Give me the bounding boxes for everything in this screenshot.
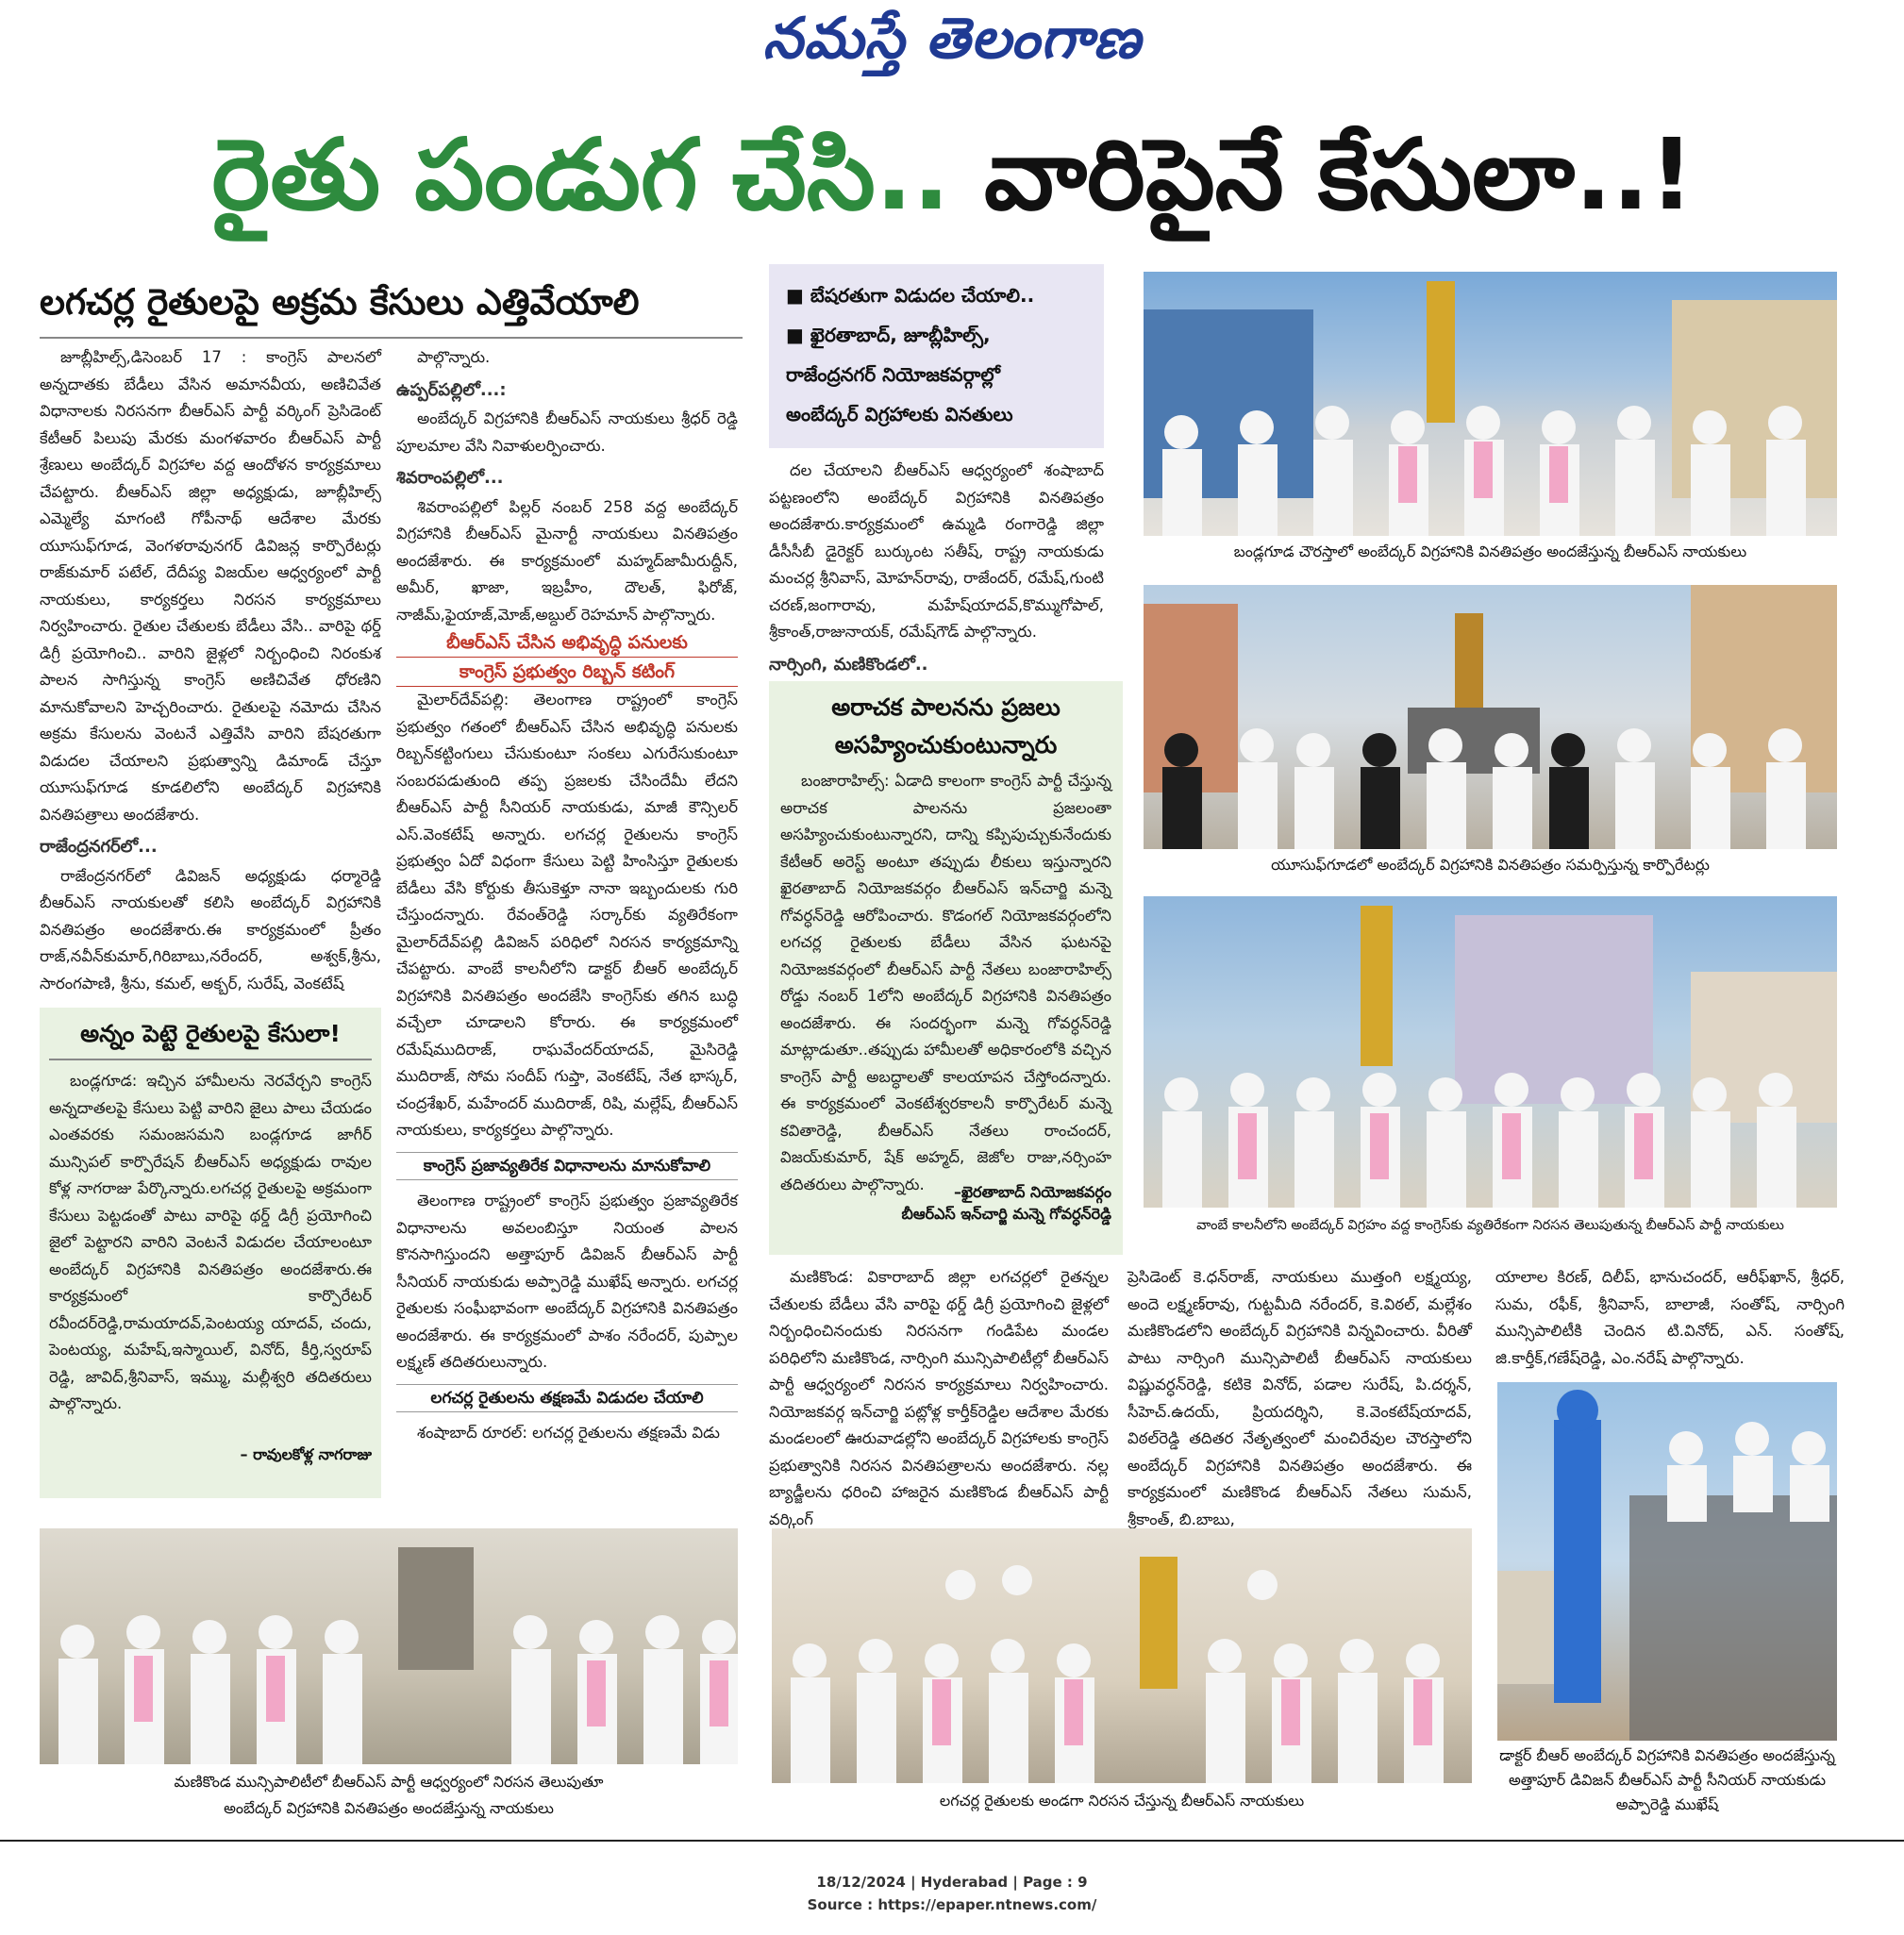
- photo-caption: లగచర్ల రైతులకు అండగా నిరసన చేస్తున్న బీఆర్ఎస్ నాయకులు: [939, 1792, 1305, 1810]
- article-column-5: [1127, 1264, 1472, 1528]
- article-column-4: [769, 1264, 1109, 1528]
- headline-part2: వారిపైనే కేసులా..!: [984, 117, 1695, 232]
- protest-crowd-image: [1144, 272, 1837, 536]
- paragraph: అంబేద్కర్ విగ్రహానికి బీఆర్ఎస్ నాయకులు శ్రీధర్ రెడ్డి పూలమాల వేసి నివాళులర్పించారు.: [396, 409, 738, 455]
- paragraph: శంషాబాద్ రూరల్: లగచర్ల రైతులను తక్షణమే విడు: [417, 1424, 721, 1442]
- article-column-2: [396, 344, 738, 1495]
- byline: –ఖైరతాబాద్ నియోజకవర్గం: [953, 1183, 1111, 1201]
- paragraph: శివరాంపల్లిలో పిల్లర్ నంబర్ 258 వద్ద అంబేద్కర్ విగ్రహానికి బీఆర్ఎస్ మైనార్టీ నాయకులు వినతిపత్రం అందజేశారు. ఈ కార్యక్రమంలో మహ్మద్‌జామీరుద్దీన్, అమీర్, ఖాజా, ఇబ్రహీం, దౌలత్, ఫిరోజ్, నాజీమ్,ఫైయాజ్,మోజ్,అబ్దుల్ రెహమాన్ పాల్గొన్నారు.: [396, 497, 738, 624]
- red-subhead: బీఆర్ఎస్ చేసిన అభివృద్ధి పనులకు: [396, 628, 738, 658]
- photo-protest-lagacherla-support: [772, 1528, 1472, 1783]
- paragraph: దల చేయాలని బీఆర్ఎస్ ఆధ్వర్యంలో శంషాబాద్ పట్టణంలోని అంబేద్కర్ విగ్రహానికి వినతిపత్రం అందజేశారు.కార్యక్రమంలో ఉమ్మడి రంగారెడ్డి జిల్లా డీసీసీబీ డైరెక్టర్ బుర్కుంట సతీష్, రాష్ట్ర నాయకుడు మంచర్ల శ్రీనివాస్, మోహన్‌రావు, రాజేందర్, రమేష్,గుంటి చరణ్,జంగారావు, మహేష్‌యాదవ్,కొమ్ముగోపాల్, శ్రీకాంత్,రాజునాయక్, రమేష్‌గౌడ్ పాల్గొన్నారు.: [769, 461, 1104, 641]
- photo-caption: వాంబే కాలనీలోని అంబేద్కర్ విగ్రహం వద్ద కాంగ్రెస్‌కు వ్యతిరేకంగా నిరసన తెలుపుతున్న బీఆర్ఎస్ పార్టీ నాయకులు: [1196, 1218, 1784, 1233]
- sidebar-box-green: [40, 1008, 381, 1498]
- divider: [40, 337, 743, 339]
- paragraph: బండ్లగూడ: ఇచ్చిన హామీలను నెరవేర్చని కాంగ్రెస్ అన్నదాతలపై కేసులు పెట్టి వారిని జైలు పాలు చేయడం ఎంతవరకు సమంజసమని బండ్లగూడ జాగీర్ మున్సిపల్ కార్పొరేషన్ బీఆర్ఎస్ అధ్యక్షుడు రావుల కోళ్ల నాగరాజు పేర్కొన్నారు.లగచర్ల రైతులపై అక్రమంగా కేసులు పెట్టడంతో పాటు వారిపై థర్డ్ డిగ్రీ ప్రయోగించి జైలో పెట్టారని వారిని వెంటనే విడుదల చేయాలంటూ అంబేద్కర్ విగ్రహానికి వినతిపత్రం అందజేశారు.ఈ కార్యక్రమంలో కార్పొరేటర్ రవీందర్‌రెడ్డి,రామయాదవ్,పెంటయ్య యాదవ్, చందు, పెంటయ్య, మహేష్,ఇస్మాయిల్, వినోద్, కీర్తి,స్వరూప్ రెడ్డి, జావిద్,శ్రీనివాస్, ఇమ్ము, మల్లీశ్వరి తదితరులు పాల్గొన్నారు.: [49, 1072, 372, 1412]
- photo-protest-bandlaguda: [1144, 272, 1837, 536]
- paragraph: తెలంగాణ రాష్ట్రంలో కాంగ్రెస్ ప్రభుత్వం ప్రజావ్యతిరేక విధానాలను అవలంబిస్తూ నియంత పాలన కొనసాగిస్తుందని అత్తాపూర్ డివిజన్ బీఆర్ఎస్ పార్టీ సీనియర్ నాయకుడు అప్పారెడ్డి ముఖేష్ అన్నారు. లగచర్ల రైతులకు సంఘీభావంగా అంబేద్కర్ విగ్రహానికి వినతిపత్రం అందజేశారు. ఈ కార్యక్రమంలో పాశం నరేందర్, పుప్పాల లక్ష్మణ్ తదితరులున్నారు.: [396, 1192, 738, 1371]
- highlight-item: ■ బేషరతుగా విడుదల చేయాలి..: [786, 284, 1035, 307]
- paragraph: బంజారాహిల్స్: ఏడాది కాలంగా కాంగ్రెస్ పార్టీ చేస్తున్న అరాచక పాలనను ప్రజలంతా అసహ్యించుకుంటున్నారని, దాన్ని కప్పిపుచ్చుకునేందుకు కేటీఆర్ అరెస్ట్ అంటూ తప్పుడు లీకులు ఇస్తున్నారని ఖైరతాబాద్ నియోజకవర్గం బీఆర్ఎస్ ఇన్‌చార్జి మన్నె గోవర్ధన్‌రెడ్డి ఆరోపించారు. కొడంగల్ నియోజకవర్గంలోని లగచర్ల రైతులకు బేడీలు వేసిన ఘటనపై నియోజకవర్గంలో బీఆర్ఎస్ పార్టీ నేతలు బంజారాహిల్స్ రోడ్డు నంబర్ 1లోని అంబేద్కర్ విగ్రహానికి వినతిపత్రం అందజేశారు. ఈ సందర్భంగా మన్నె గోవర్ధన్‌రెడ్డి మాట్లాడుతూ..తప్పుడు హామీలతో అధికారంలోకి వచ్చిన కాంగ్రెస్ పార్టీ అబద్ధాలతో కాలయాపన చేస్తోందన్నారు. ఈ కార్యక్రమంలో వెంకటేశ్వరకాలనీ కార్పొరేటర్ మన్నె కవితారెడ్డి, బీఆర్ఎస్ నేతలు రాంచందర్, విజయ్‌కుమార్, షేక్ అహ్మద్, జెజోల రాజు,నర్సింహ తదితరులు పాల్గొన్నారు.: [780, 772, 1111, 1193]
- highlight-item: ■ ఖైరతాబాద్, జూబ్లీహిల్స్,: [786, 324, 991, 346]
- headline: [38, 104, 1868, 245]
- box-title: అసహ్యించుకుంటున్నారు: [834, 731, 1058, 759]
- article-column-6: [1495, 1264, 1845, 1377]
- photo-ambedkar-statue-attapur: [1497, 1382, 1837, 1741]
- paragraph: యాలాల కిరణ్, దిలీప్, భానుచందర్, ఆరీఫ్‌ఖాన్, శ్రీధర్, సుమ, రఫీక్, శ్రీనివాస్, బాలాజీ, సంతోష్, నార్సింగి మున్సిపాలిటీకి చెందిన టి.వినోద్, ఎన్. సంతోష్, జి.కార్తీక్,గణేష్‌రెడ్డి, ఎం.నరేష్ పాల్గొన్నారు.: [1495, 1268, 1845, 1367]
- red-subhead: కాంగ్రెస్ ప్రభుత్వం రిబ్బన్ కటింగ్: [396, 658, 738, 687]
- paragraph: మణికొండ: వికారాబాద్ జిల్లా లగచర్లలో రైతన్నల చేతులకు బేడీలు వేసి వారిపై థర్డ్ డిగ్రీ ప్రయోగించి జైళ్లలో నిర్బంధించినందుకు నిరసనగా గండిపేట మండల పరిధిలోని మణికొండ, నార్సింగి మున్సిపాలిటీల్లో బీఆర్ఎస్ పార్టీ ఆధ్వర్యంలో నిరసన కార్యక్రమాలు నిర్వహించారు. నియోజకవర్గ ఇన్‌చార్జి పట్లోళ్ల కార్తీక్‌రెడ్డిల ఆదేశాల మేరకు మండలంలో ఊరువాడల్లోని అంబేద్కర్ విగ్రహాలకు కాంగ్రెస్ ప్రభుత్వానికి నిరసన వినతిపత్రాలను అందజేశారు. నల్ల బ్యాడ్జీలను ధరించి హాజరైన మణికొండ బీఆర్ఎస్ పార్టీ వర్కింగ్: [769, 1268, 1109, 1528]
- protest-crowd-image: [772, 1528, 1472, 1783]
- section-heading: కాంగ్రెస్ ప్రజావ్యతిరేక విధానాలను మానుకోవాలి: [396, 1152, 738, 1181]
- photo-caption: బండ్లగూడ చౌరస్తాలో అంబేద్కర్ విగ్రహానికి వినతిపత్రం అందజేస్తున్న బీఆర్ఎస్ నాయకులు: [1233, 542, 1747, 560]
- photo-caption: అంబేద్కర్ విగ్రహానికి వినతిపత్రం అందజేస్తున్న నాయకులు: [224, 1799, 554, 1817]
- article-column-1: [40, 344, 381, 1005]
- protest-crowd-image: [40, 1528, 738, 1764]
- paragraph: పాల్గొన్నారు.: [417, 348, 491, 366]
- section-heading: నార్సింగి, మణికొండలో..: [769, 654, 928, 675]
- paragraph: మైలార్‌దేవ్‌పల్లి: తెలంగాణ రాష్ట్రంలో కాంగ్రెస్ ప్రభుత్వం గతంలో బీఆర్ఎస్ చేసిన అభివృద్ధి పనులకు రిబ్బన్‌కట్టింగులు చేసుకుంటూ సంకలు ఎగురేసుకుంటూ సంబరపడుతుంది తప్ప ప్రజలకు చేసిందేమీ లేదని బీఆర్ఎస్ పార్టీ సీనియర్ నాయకుడు, మాజీ కౌన్సిలర్ ఎస్.వెంకటేష్ అన్నారు. లగచర్ల రైతులను కాంగ్రెస్ ప్రభుత్వం ఏదో విధంగా కేసులు పెట్టి హింసిస్తూ రైతులకు బేడీలు వేసి కోర్టుకు తీసుకెళ్తూ నానా ఇబ్బందులకు గురి చేస్తుందన్నారు. రేవంత్‌రెడ్డి సర్కార్‌కు వ్యతిరేకంగా మైలార్‌దేవ్‌పల్లి డివిజన్ పరిధిలో నిరసన కార్యక్రమాన్ని చేపట్టారు. వాంబే కాలనీలోని డాక్టర్ బీఆర్ అంబేద్కర్ విగ్రహానికి వినతిపత్రం అందజేసి కాంగ్రెస్‌కు తగిన బుద్ధి వచ్చేలా చూడాలని కోరారు. ఈ కార్యక్రమంలో రమేష్‌ముదిరాజ్, రాఘవేందర్‌యాదవ్, మైసిరెడ్డి ముదిరాజ్, సోమ సందీప్ గుప్తా, వెంకటేష్, నేత భాస్కర్, చంద్రశేఖర్, మహేందర్ ముదిరాజ్, రిషి, మల్లేష్, బీఆర్ఎస్ నాయకులు, కార్యకర్తలు పాల్గొన్నారు.: [396, 691, 738, 1139]
- masthead-logo: నమస్తే తెలంగాణ: [762, 6, 1142, 72]
- byline: – రావులకోళ్ల నాగరాజు: [240, 1445, 372, 1463]
- photo-protest-yousufguda: [1144, 585, 1837, 849]
- box-body: [49, 1068, 372, 1445]
- byline: బీఆర్ఎస్ ఇన్‌చార్జి మన్నె గోవర్ధన్‌రెడ్డి: [901, 1205, 1111, 1223]
- statue-image: [1497, 1382, 1837, 1741]
- sidebar-box-green-2: [769, 681, 1123, 1255]
- footer-source-link[interactable]: Source : https://epaper.ntnews.com/: [807, 1896, 1097, 1913]
- box-title: అరాచక పాలనను ప్రజలు: [831, 693, 1061, 721]
- footer-date-line: 18/12/2024 | Hyderabad | Page : 9: [816, 1874, 1088, 1891]
- highlight-item: రాజేంద్రనగర్ నియోజకవర్గాల్లో: [786, 363, 1000, 386]
- divider: [49, 1059, 372, 1060]
- headline-part1: రైతు పండుగ చేసి..: [211, 117, 985, 232]
- protest-crowd-image: [1144, 585, 1837, 849]
- section-heading: లగచర్ల రైతులను తక్షణమే విడుదల చేయాలి: [396, 1384, 738, 1413]
- protest-crowd-image: [1144, 896, 1837, 1208]
- photo-protest-manikonda: [40, 1528, 738, 1764]
- photo-protest-wambay-colony: [1144, 896, 1837, 1208]
- photo-caption: యూసుఫ్‌గూడలో అంబేద్కర్ విగ్రహానికి వినతిపత్రం సమర్పిస్తున్న కార్పొరేటర్లు: [1271, 856, 1710, 874]
- section-heading: రాజేంద్రనగర్‌లో...: [40, 837, 158, 857]
- photo-caption: డాక్టర్ బీఆర్ అంబేద్కర్ విగ్రహానికి వినతిపత్రం అందజేస్తున్న అత్తాపూర్ డివిజన్ బీఆర్ఎస్ పార్టీ సీనియర్ నాయకుడు అప్పారెడ్డి ముఖేష్: [1499, 1746, 1835, 1813]
- section-heading: శివరాంపల్లిలో...: [396, 468, 504, 488]
- page-bottom-rule: [0, 1840, 1904, 1842]
- section-heading: ఉప్పర్‌పల్లిలో...:: [396, 379, 507, 400]
- box-body: [780, 768, 1111, 1193]
- photo-caption: మణికొండ మున్సిపాలిటీలో బీఆర్ఎస్ పార్టీ ఆధ్వర్యంలో నిరసన తెలుపుతూ: [174, 1773, 604, 1791]
- paragraph: రాజేంద్రనగర్‌లో డివిజన్ అధ్యక్షుడు ధర్మారెడ్డి బీఆర్ఎస్ నాయకులతో కలిసి అంబేద్కర్ విగ్రహానికి వినతిపత్రం అందజేశారు.ఈ కార్యక్రమంలో ప్రీతం రాజ్,నవీన్‌కుమార్,గిరిబాబు,నరేందర్, అశ్వక్,శ్రీను, సారంగపాణి, శ్రీను, కమల్, అక్బర్, సురేష్, వెంకటేష్: [40, 866, 381, 993]
- paragraph: ప్రెసిడెంట్ కె.ధన్‌రాజ్, నాయకులు ముత్తంగి లక్ష్మయ్య, అందె లక్ష్మణ్‌రావు, గుట్టమీది నరేందర్, కె.విఠల్, మల్లేశం మణికొండలోని అంబేద్కర్ విగ్రహానికి విన్నవించారు. వీరితో పాటు నార్సింగి మున్సిపాలిటీ బీఆర్ఎస్ నాయకులు విష్ణువర్ధన్‌రెడ్డి, కటికె వినోద్, పడాల సురేష్, పి.దర్శన్, సీహెచ్.ఉదయ్, ప్రియదర్శిని, కె.వెంకటేష్‌యాదవ్, విఠల్‌రెడ్డి తదితర నేతృత్వంలో మంచిరేవుల చౌరస్తాలోని అంబేద్కర్ విగ్రహానికి వినతిపత్రం అందజేశారు. ఈ కార్యక్రమంలో మణికొండ బీఆర్ఎస్ నేతలు సుమన్, శ్రీకాంత్, బి.బాబు,: [1127, 1268, 1472, 1528]
- article-column-3: [769, 458, 1104, 675]
- box-title: అన్నం పెట్టె రైతులపై కేసులా!: [80, 1020, 341, 1047]
- main-subhead: లగచర్ల రైతులపై అక్రమ కేసులు ఎత్తివేయాలి: [40, 281, 640, 323]
- highlights-box: [769, 264, 1104, 448]
- paragraph: జూబ్లీహిల్స్,డిసెంబర్ 17 : కాంగ్రెస్ పాలనలో అన్నదాతకు బేడీలు వేసిన అమానవీయ, అణిచివేత విధానాలకు నిరసనగా బీఆర్ఎస్ పార్టీ వర్కింగ్ ప్రెసిడెంట్ కేటీఆర్ పిలుపు మేరకు మంగళవారం బీఆర్ఎస్ పార్టీ శ్రేణులు అంబేద్కర్ విగ్రహాల వద్ద ఆందోళన కార్యక్రమాలు చేపట్టారు. బీఆర్ఎస్ జిల్లా అధ్యక్షుడు, జూబ్లీహిల్స్ ఎమ్మెల్యే మాగంటి గోపీనాథ్ ఆదేశాల మేరకు యూసుఫ్‌గూడ, వెంగళరావునగర్ డివిజన్ల కార్పొరేటర్లు రాజ్‌కుమార్ పటేల్, దేదీప్య విజయ్‌ల ఆధ్వర్యంలో పార్టీ నాయకులు, కార్యకర్తలు నిరసన కార్యక్రమాలు నిర్వహించారు. రైతుల చేతులకు బేడీలు వేసి.. వారిపై థర్డ్ డిగ్రీ ప్రయోగించి.. వారిని జైళ్లలో నిర్బంధించి నిరంకుశ పాలన సాగిస్తున్న కాంగ్రెస్ అణిచివేత ధోరణిని మానుకోవాలని హెచ్చరించారు. రైతులపై నమోదు చేసిన అక్రమ కేసులను వెంటనే ఎత్తివేసి వారిని బేషరతుగా విడుదల చేయాలని ప్రభుత్వాన్ని డిమాండ్ చేస్తూ యూసుఫ్‌గూడ కూడలిలోని అంబేద్కర్ విగ్రహానికి వినతిపత్రాలు అందజేశారు.: [40, 348, 381, 824]
- highlight-item: అంబేద్కర్ విగ్రహాలకు వినతులు: [786, 403, 1013, 425]
